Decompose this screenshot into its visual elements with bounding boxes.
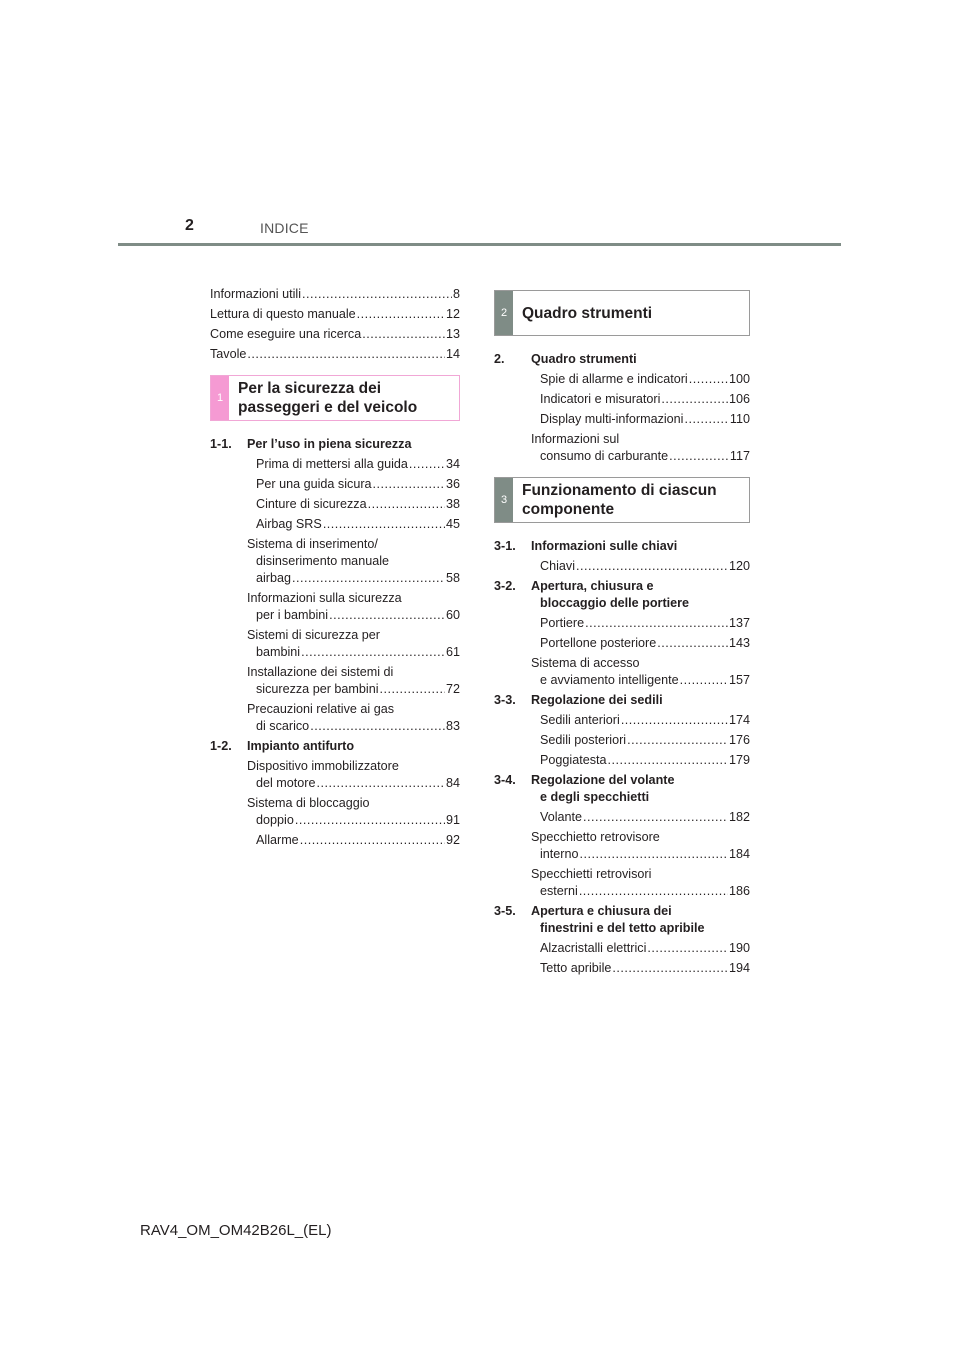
toc-entry[interactable]: Airbag SRS ..... 45 [247, 516, 460, 533]
toc-entry[interactable]: Sedili posteriori ..... 176 [531, 732, 750, 749]
toc-entry[interactable]: Tavole ..... 14 [210, 346, 460, 363]
toc-entry[interactable]: Sistemi di sicurezza per bambini ..... 61 [210, 627, 460, 661]
toc-entry[interactable]: Come eseguire una ricerca ..... 13 [210, 326, 460, 343]
toc-entry[interactable]: Volante ..... 182 [531, 809, 750, 826]
section-heading: 3-4. Regolazione del volante e degli specchietti [494, 773, 675, 804]
toc-entry[interactable]: Informazioni sulla sicurezza per i bambini ..... 60 [210, 590, 460, 624]
chapter-2-heading[interactable] [494, 290, 750, 336]
toc-entry[interactable]: Sedili anteriori ..... 174 [531, 712, 750, 729]
chapter-title: Per la sicurezza dei [238, 380, 382, 397]
toc-entry[interactable]: Display multi-informazioni ..... 110 [531, 411, 750, 428]
toc-entry[interactable]: Sistema di bloccaggio doppio ..... 91 [210, 795, 460, 829]
toc-entry[interactable]: Cinture di sicurezza ..... 38 [247, 496, 460, 513]
section-heading: 3-1. Informazioni sulle chiavi [494, 539, 678, 553]
toc-entry[interactable]: Sistema di accesso e avviamento intelligente ..... 157 [494, 655, 750, 689]
section-heading: 3-5. Apertura e chiusura dei finestrini e del tetto apribile [494, 904, 705, 935]
toc-entry[interactable]: Chiavi ..... 120 [531, 558, 750, 575]
toc-entry[interactable]: Installazione dei sistemi di sicurezza per bambini ..... 72 [210, 664, 460, 698]
chapter-3-heading[interactable] [494, 477, 750, 523]
page-title: INDICE [260, 220, 309, 236]
section-heading: 3-3. Regolazione dei sedili [494, 693, 663, 707]
section-heading: 2. Quadro strumenti [494, 352, 637, 366]
chapter-title: componente [522, 501, 615, 518]
toc-entry[interactable]: Spie di allarme e indicatori ..... 100 [531, 371, 750, 388]
chapter-2-tab: 2 [495, 291, 513, 335]
toc-entry[interactable]: Specchietti retrovisori esterni ..... 186 [494, 866, 750, 900]
toc-entry[interactable]: Sistema di inserimento/ disinserimento manuale airbag ..... 58 [210, 536, 460, 587]
section-heading: 1-1. Per l’uso in piena sicurezza [210, 437, 412, 451]
toc-entry[interactable]: Alzacristalli elettrici ..... 190 [531, 940, 750, 957]
toc-entry[interactable]: Tetto apribile ..... 194 [531, 960, 750, 977]
document-code: RAV4_OM_OM42B26L_(EL) [140, 1222, 332, 1239]
chapter-title: Quadro strumenti [522, 304, 653, 322]
chapter-3-tab: 3 [495, 478, 513, 522]
toc-entry[interactable]: Lettura di questo manuale ..... 12 [210, 306, 460, 323]
toc-entry[interactable]: Allarme ..... 92 [247, 832, 460, 849]
toc-entry[interactable]: Per una guida sicura ..... 36 [247, 476, 460, 493]
toc-entry[interactable]: Informazioni utili ..... 8 [210, 286, 460, 303]
chapter-1-heading[interactable] [210, 375, 460, 421]
toc-entry[interactable]: Precauzioni relative ai gas di scarico ..... 83 [210, 701, 460, 735]
page-number: 2 [185, 217, 194, 234]
toc-entry[interactable]: Poggiatesta ..... 179 [531, 752, 750, 769]
header-divider [118, 243, 841, 246]
toc-entry[interactable]: Dispositivo immobilizzatore del motore ..... 84 [210, 758, 460, 792]
toc-entry[interactable]: Portiere ..... 137 [531, 615, 750, 632]
toc-entry[interactable]: Prima di mettersi alla guida ..... 34 [247, 456, 460, 473]
section-heading: 1-2. Impianto antifurto [210, 739, 355, 753]
chapter-title: Funzionamento di ciascun [522, 482, 717, 499]
chapter-1-tab: 1 [211, 376, 229, 420]
toc-entry[interactable]: Informazioni sul consumo di carburante ..... 117 [494, 431, 750, 465]
chapter-title: passeggeri e del veicolo [238, 399, 418, 416]
toc-entry[interactable]: Specchietto retrovisore interno ..... 184 [494, 829, 750, 863]
toc-entry[interactable]: Portellone posteriore ..... 143 [531, 635, 750, 652]
toc-entry[interactable]: Indicatori e misuratori ..... 106 [531, 391, 750, 408]
section-heading: 3-2. Apertura, chiusura e bloccaggio delle portiere [494, 579, 690, 610]
right-column [494, 290, 750, 980]
left-column [210, 286, 460, 852]
